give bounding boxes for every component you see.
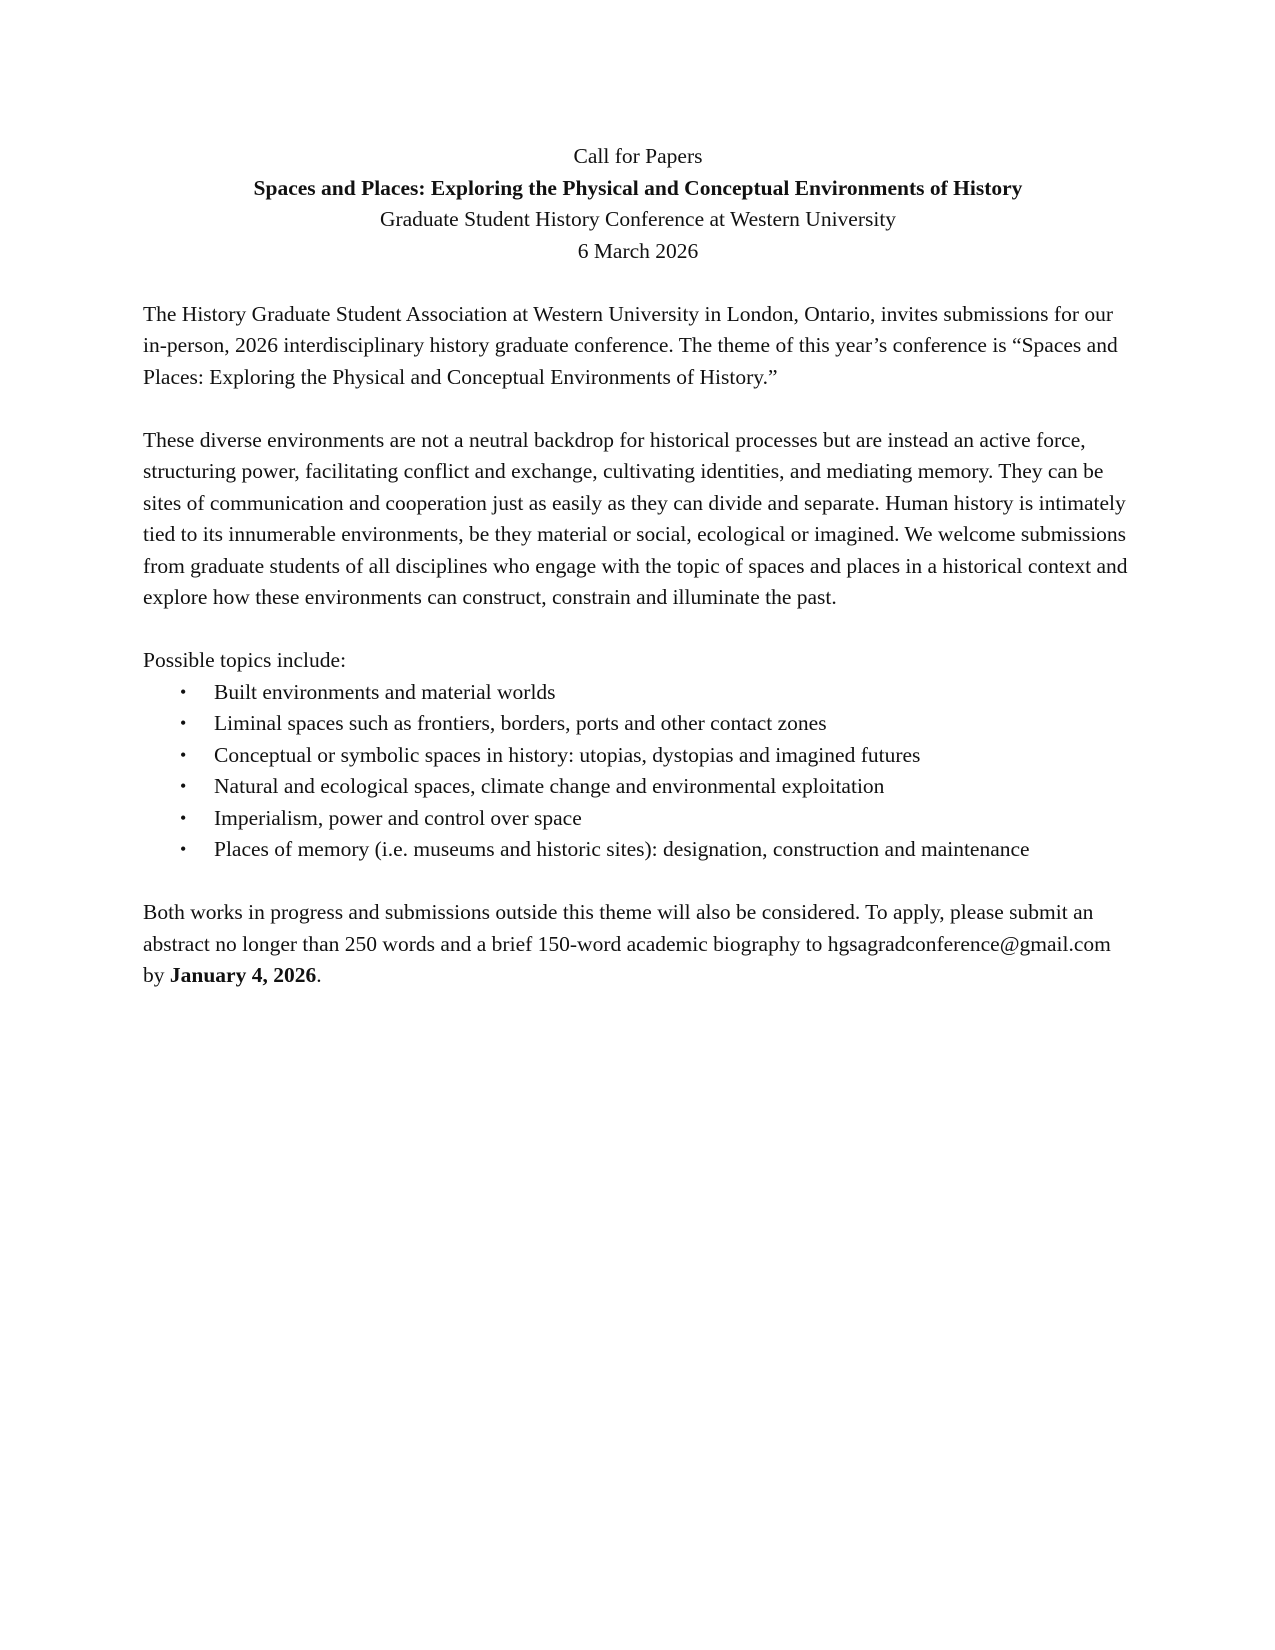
topic-text: Liminal spaces such as frontiers, borders, ports and other contact zones [214,711,827,735]
bullet-icon: • [180,681,187,702]
description-paragraph: These diverse environments are not a neutral backdrop for historical processes but are instead an active force, structuring power, facilitating conflict and exchange, cultivating identities, and mediating memory. They can be sites of communication and cooperation just as easily as they can divide and separate. Human history is intimately tied to its innumerable environments, be they material or social, ecological or imagined. We welcome submissions from graduate students of all disciplines who engage with the topic of spaces and places in a historical context and explore how these environments can construct, constrain and illuminate the past. [143,427,1128,609]
topic-text: Built environments and material worlds [214,679,556,704]
topics-list [143,677,1133,866]
list-item [143,677,1133,709]
bullet-icon: • [180,807,187,828]
topics-intro: Possible topics include: [143,648,347,672]
spacer [143,393,1133,425]
document-page [143,141,1133,992]
list-item [143,834,1133,866]
topic-text: Natural and ecological spaces, climate change and environmental exploitation [214,774,885,798]
closing-text: Both works in progress and submissions outside this theme will also be considered. To apply, please submit an abstract no longer than 250 words and a brief 150-word academic biography to hgsagradconference@gmail.com by [143,900,1111,987]
topic-text: Conceptual or symbolic spaces in history: utopias, dystopias and imagined futures [214,742,921,767]
topic-text: Places of memory (i.e. museums and historic sites): designation, construction and maintenance [214,837,1030,861]
closing-period: . [316,963,322,987]
conference-date: 6 March 2026 [577,238,699,263]
bullet-icon: • [180,776,187,796]
intro-paragraph: The History Graduate Student Association at Western University in London, Ontario, invites submissions for our in-person, 2026 interdisciplinary history graduate conference. The theme of this year’s conference is “Spaces and Places: Exploring the Physical and Conceptual Environments of History.” [143,301,1118,389]
spacer [143,614,1133,646]
bullet-icon: • [180,744,187,765]
list-item [143,740,1133,772]
submission-deadline: January 4, 2026 [169,963,317,987]
bullet-icon: • [180,839,187,859]
document-header [143,141,1133,267]
spacer [143,866,1133,898]
list-item [143,803,1133,835]
conference-subtitle: Graduate Student History Conference at Western University [379,207,897,231]
list-item [143,708,1133,740]
spacer [143,267,1133,299]
closing-paragraph [143,897,1133,992]
list-item [143,771,1133,803]
bullet-icon: • [180,713,187,733]
conference-title: Spaces and Places: Exploring the Physical and Conceptual Environments of History [253,175,1023,200]
call-for-papers-label: Call for Papers [573,144,703,168]
topic-text: Imperialism, power and control over space [214,805,582,830]
